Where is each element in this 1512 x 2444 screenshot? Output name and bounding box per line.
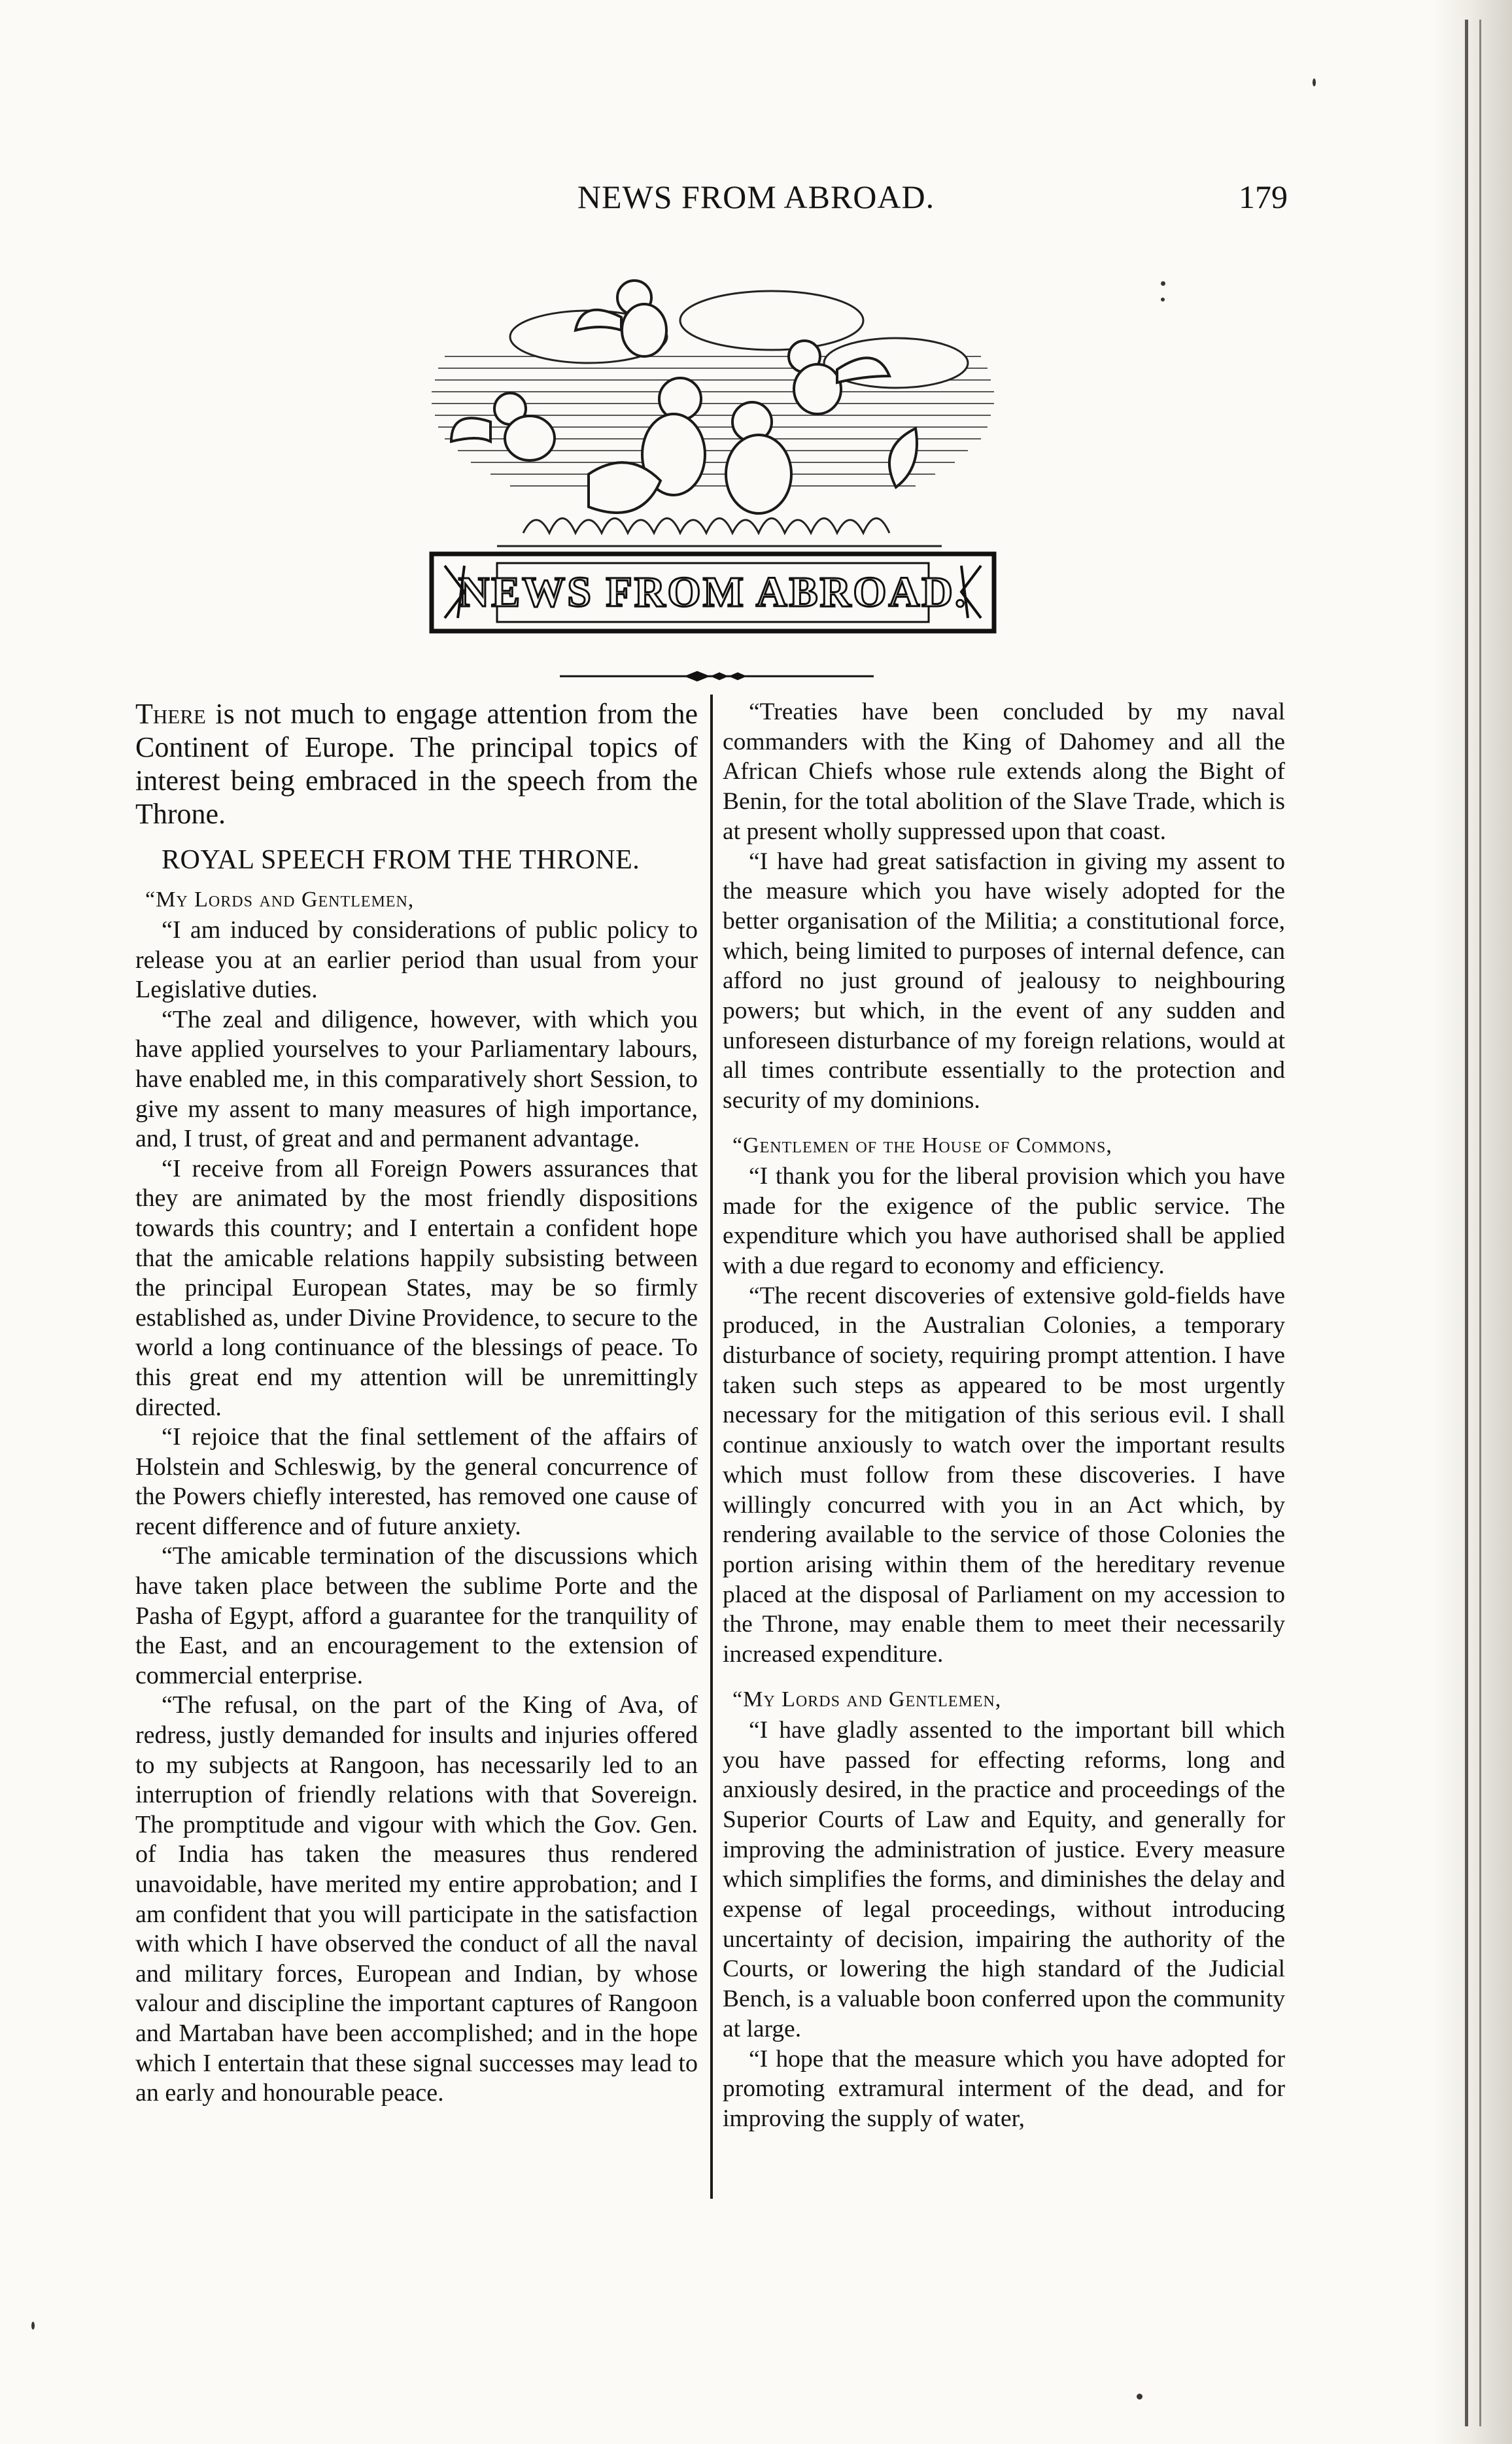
page-edge-line (1479, 20, 1481, 2426)
speech-paragraph: “The amicable termination of the discussions which have taken place between the sublime Porte and the Pasha of Egypt, afford a guarantee for the tranquility of the East, and an encouragement to the extension of commercial enterprise. (135, 1542, 698, 1689)
page-edge-line (1465, 20, 1468, 2426)
left-column (135, 697, 698, 2108)
ink-speck (1161, 281, 1165, 286)
speech-paragraph: “I have gladly assented to the important bill which you have passed for effecting reforms, long and anxiously desired, in the practice and proceedings of the Superior Courts of Law and Equity, and generally for improving the administration of justice. Every measure which simplifies the forms, and diminishes the delay and expense of legal proceedings, without introducing uncertainty of decision, impairing the authority of the Courts, or lowering the high standard of the Judicial Bench, is a valuable boon conferred upon the community at large. (723, 1716, 1285, 2042)
salutation-house-of-commons: “Gentlemen of the House of Commons, (732, 1133, 1112, 1158)
vignette-banner (432, 554, 994, 631)
ornamental-rule (560, 668, 874, 684)
speech-paragraph: “The recent discoveries of extensive gold-fields have produced, in the Australian Colonies, a temporary disturbance of society, requiring prompt attention. I have taken such steps as appeared to be most urgently necessary for the mitigation of this serious evil. I shall continue anxiously to watch over the important results which must follow from these discoveries. I have willingly concurred with you in an Act which, by rendering available to the service of those Colonies the portion arising within them of the hereditary revenue placed at the disposal of Parliament on my accession to the Throne, may enable them to meet their necessarily increased expenditure. (723, 1282, 1285, 1668)
foreground-grass (497, 519, 942, 547)
ink-speck (1313, 78, 1316, 86)
page-edge-shadow (1434, 0, 1512, 2444)
banner-title: NEWS FROM ABROAD. (458, 568, 968, 616)
right-column (723, 697, 1285, 2134)
speech-paragraph: “I am induced by considerations of public policy to release you at an earlier period than usual from your Legislative duties. (135, 916, 698, 1004)
speech-paragraph: “I thank you for the liberal provision which you have made for the exigence of the public service. The expenditure which you have authorised shall be applied with a due regard to economy and efficiency. (723, 1162, 1285, 1279)
ink-speck (1137, 2394, 1143, 2400)
news-from-abroad-vignette (419, 258, 1007, 657)
intro-paragraph (135, 697, 698, 831)
column-divider (710, 695, 713, 2199)
intro-text: is not much to engage attention from the Continent of Europe. The principal topics of interest being embraced in the speech from the Throne. (135, 698, 698, 830)
running-header (0, 178, 1512, 230)
ink-speck (1161, 298, 1165, 301)
speech-paragraph: “I have had great satisfaction in giving my assent to the measure which you have wisely adopted for the better organisation of the Militia; a constitutional force, which, being limited to purposes of internal defence, can afford no just ground of jealousy to neighbouring powers; but which, in the event of any sudden and unforeseen disturbance of my foreign relations, would at all times contribute essentially to the protection and security of my dominions. (723, 848, 1285, 1114)
speech-paragraph: “I rejoice that the final settlement of the affairs of Holstein and Schleswig, by the general concurrence of the Powers chiefly interested, has removed one cause of recent difference and of future anxiety. (135, 1423, 698, 1540)
speech-paragraph: “I receive from all Foreign Powers assurances that they are animated by the most friendly dispositions towards this country; and I entertain a confident hope that the amicable relations happily subsisting between the principal European States, may be so firmly established as, under Divine Providence, to secure to the world a long continuance of the blessings of peace. To this great end my attention will be unremittingly directed. (135, 1154, 698, 1421)
ink-speck (31, 2322, 35, 2330)
vignette-clouds (510, 291, 968, 388)
speech-paragraph: “Treaties have been concluded by my naval commanders with the King of Dahomey and all the African Chiefs whose rule extends along the Bight of Benin, for the total abolition of the Slave Trade, which is at present wholly suppressed upon that coast. (723, 698, 1285, 845)
speech-paragraph: “The zeal and diligence, however, with which you have applied yourselves to your Parliamentary labours, have enabled me, in this comparatively short Session, to give my assent to many measures of high importance, and, I trust, of great and and permanent advantage. (135, 1005, 698, 1153)
speech-heading: ROYAL SPEECH FROM THE THRONE. (162, 845, 640, 875)
running-title: NEWS FROM ABROAD. (577, 179, 935, 215)
salutation-lords-gentlemen: “My Lords and Gentlemen, (732, 1687, 1002, 1712)
intro-dropword: There (135, 698, 206, 730)
salutation-lords-gentlemen: “My Lords and Gentlemen, (145, 887, 415, 912)
speech-paragraph: “The refusal, on the part of the King of Ava, of redress, justly demanded for insults and injuries offered to my subjects at Rangoon, has necessarily led to an interruption of friendly relations with that Sovereign. The promptitude and vigour with which the Gov. Gen. of India has taken the measures thus rendered unavoidable, have merited my entire approbation; and I am confident that you will participate in the satisfaction with which I have observed the conduct of all the naval and military forces, European and Indian, by whose valour and discipline the important captures of Rangoon and Martaban have been accomplished; and in the hope which I entertain that these signal successes may lead to an early and honourable peace. (135, 1691, 698, 2107)
page-number: 179 (1239, 179, 1288, 215)
speech-paragraph: “I hope that the measure which you have adopted for promoting extramural interment of the dead, and for improving the supply of water, (723, 2045, 1285, 2132)
